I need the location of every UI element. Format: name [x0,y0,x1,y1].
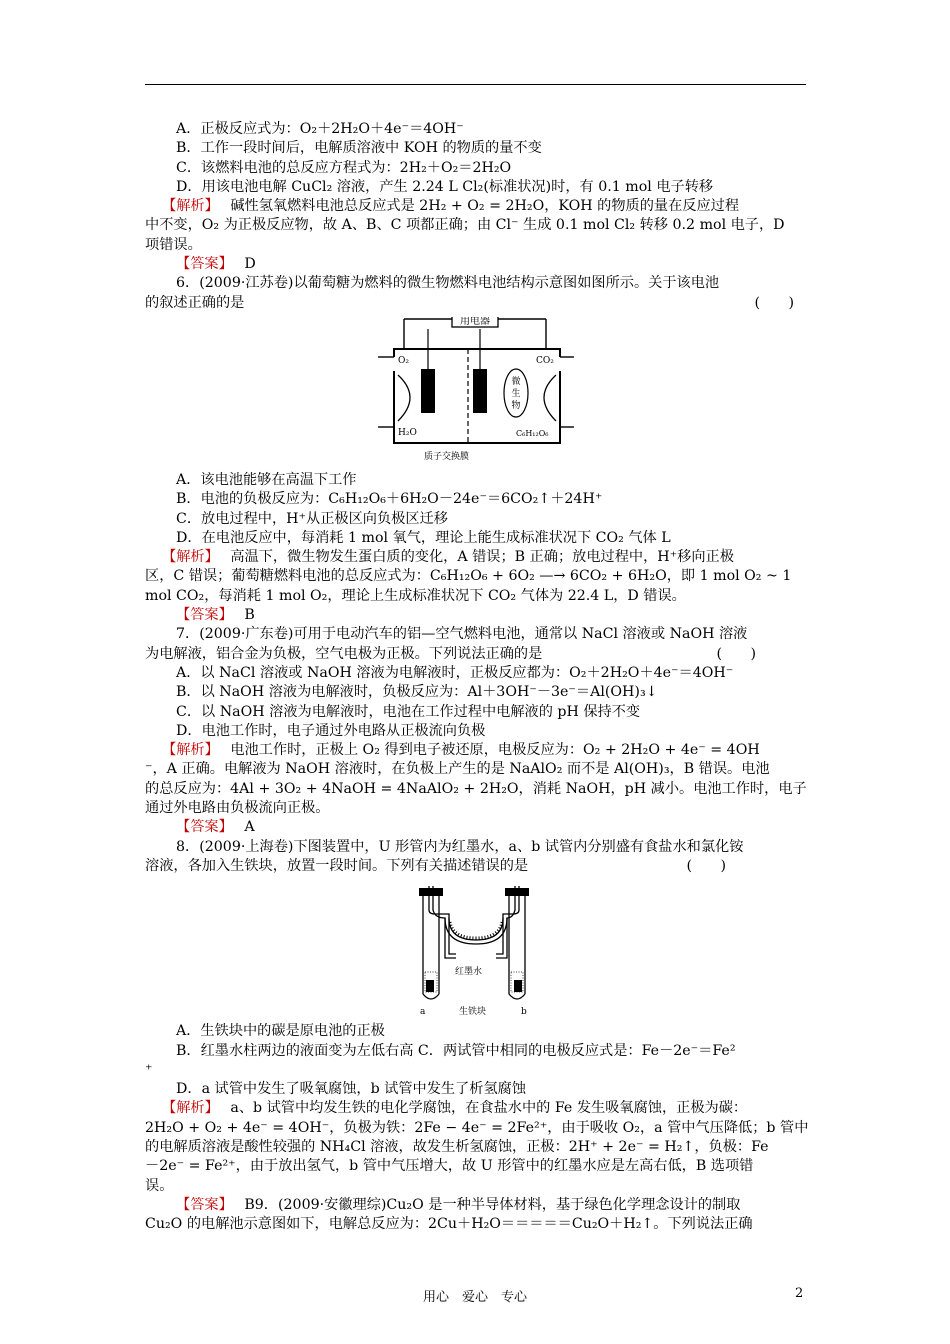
q5-option-c: C．该燃料电池的总反应方程式为：2H₂＋O₂＝2H₂O [176,159,512,176]
q6-answer-value: B [244,607,255,624]
q7-option-a: A．以 NaCl 溶液或 NaOH 溶液为电解液时，正极反应都为：O₂＋2H₂O＋4e⁻＝4OH⁻ [176,664,734,681]
analysis-tag: 【解析】 [162,198,212,215]
q7-option-d: D．电池工作时，电子通过外电路从正极流向负极 [176,722,486,739]
q7-analysis-text: 电池工作时，正极上 O₂ 得到电子被还原，电极反应为：O₂ + 2H₂O + 4e⁻ = 4OH [230,742,760,759]
tube-a-label: a [419,1007,425,1018]
answer-tag: 【答案】 [176,1196,226,1213]
q7-analysis-line2: ⁻，A 正确。电解液为 NaOH 溶液时，在负极上产生的是 NaAlO₂ 而不是 Al(OH)₃，B 错误。电池 [145,761,770,778]
footer-motto: 用心 爱心 专心 [422,1290,527,1305]
q5-option-d: D．用该电池电解 CuCl₂ 溶液，产生 2.24 L Cl₂(标准状况)时，有 0.1 mol 电子转移 [176,178,714,195]
q6-answer-paren: ( ) [754,294,794,311]
header-rule [145,84,806,85]
answer-tag: 【答案】 [176,607,226,624]
q5-analysis-line2: 中不变，O₂ 为正极反应物，故 A、B、C 项都正确；由 Cl⁻ 生成 0.1 mol Cl₂ 转移 0.2 mol 电子，D [145,217,785,234]
q5-option-b: B．工作一段时间后，电解质溶液中 KOH 的物质的量不变 [176,140,542,157]
q7-analysis [145,741,806,760]
q6-answer [145,606,806,625]
u-tube-diagram [411,880,541,1018]
q8-option-a: A．生铁块中的碳是原电池的正极 [176,1023,385,1040]
q6-analysis [145,548,806,567]
q8-option-d: D．a 试管中发生了吸氧腐蚀，b 试管中发生了析氢腐蚀 [176,1081,527,1098]
membrane-label: 质子交换膜 [423,451,469,462]
o2-label: O₂ [397,355,409,366]
microbe-char-1: 微 [510,376,521,387]
q8-answer-paren: ( ) [686,857,726,874]
q6-stem-text: 的叙述正确的是 [145,294,245,311]
q6-option-b: B．电池的负极反应为：C₆H₁₂O₆＋6H₂O－24e⁻＝6CO₂↑＋24H⁺ [176,491,603,508]
q8-stem: 8．(2009·上海卷)下图装置中，U 形管内为红墨水，a、b 试管内分别盛有食盐水和氯化铵 [176,838,744,855]
q6-analysis-line3: mol CO₂，每消耗 1 mol O₂，理论上生成标准状况下 CO₂ 气体为 22.4 L，D 错误。 [145,587,686,604]
page-number: 2 [795,1286,804,1301]
q8-analysis-line2: 2H₂O + O₂ + 4e⁻ = 4OH⁻，负极为铁：2Fe − 4e⁻ = 2Fe²⁺，由于吸收 O₂，a 管中气压降低；b 管中 [145,1119,809,1136]
fuel-cell-diagram [376,317,576,467]
q8-stem-text: 溶液，各加入生铁块，放置一段时间。下列有关描述错误的是 [145,857,529,874]
q7-answer [145,818,806,837]
red-ink-label: 红墨水 [454,967,482,978]
answer-tag: 【答案】 [176,819,226,836]
q6-option-d: D．在电池反应中，每消耗 1 mol 氧气，理论上能生成标准状况下 CO₂ 气体 L [176,529,671,546]
document-body [145,120,809,1234]
q6-stem-line2 [145,294,806,313]
q7-answer-value: A [244,819,255,836]
q7-option-c: C．以 NaOH 溶液为电解液时，电池在工作过程中电解液的 pH 保持不变 [176,703,641,720]
q7-analysis-line4: 通过外电路由负极流向正极。 [145,800,330,817]
q7-answer-paren: ( ) [716,645,756,662]
analysis-tag: 【解析】 [162,1100,212,1117]
q5-analysis-line3: 项错误。 [145,236,202,253]
q6-stem: 6．(2009·江苏卷)以葡萄糖为燃料的微生物燃料电池结构示意图如图所示。关于该电池 [176,275,720,292]
q8-analysis-line4: －2e⁻ = Fe²⁺，由于放出氢气，b 管中气压增大，故 U 形管中的红墨水应是左高右低，B 选项错 [145,1158,754,1175]
q7-analysis-line3: 的总反应为：4Al + 3O₂ + 4NaOH = 4NaAlO₂ + 2H₂O，消耗 NaOH，pH 减小。电池工作时，电子 [145,780,807,797]
q7-stem: 7．(2009·广东卷)可用于电动汽车的铝—空气燃料电池，通常以 NaCl 溶液或 NaOH 溶液 [176,626,748,643]
q8-analysis-line5: 误。 [145,1177,174,1194]
q9-stem-text: B9．(2009·安徽理综)Cu₂O 是一种半导体材料，基于绿色化学理念设计的制取 [244,1196,741,1213]
q8-option-b: B．红墨水柱两边的液面变为左低右高 C．两试管中相同的电极反应式是：Fe－2e⁻＝Fe² [176,1042,736,1059]
q6-analysis-text: 高温下，微生物发生蛋白质的变化，A 错误；B 正确；放电过程中，H⁺移向正极 [230,549,734,566]
q7-stem-text: 为电解液，铝合金为负极，空气电极为正极。下列说法正确的是 [145,645,543,662]
q7-option-b: B．以 NaOH 溶液为电解液时，负极反应为：Al＋3OH⁻－3e⁻＝Al(OH)₃↓ [176,684,658,701]
q8-analysis-text: a、b 试管中均发生铁的电化学腐蚀，在食盐水中的 Fe 发生吸氧腐蚀，正极为碳： [230,1100,748,1117]
microbe-char-2: 生 [510,388,521,399]
q5-answer [145,255,806,274]
iron-label: 生铁块 [458,1007,486,1018]
q6-analysis-line2: 区，C 错误；葡萄糖燃料电池的总反应式为：C₆H₁₂O₆ + 6O₂ —→ 6CO₂ + 6H₂O，即 1 mol O₂ ~ 1 [145,568,792,585]
q8-answer [145,1196,806,1215]
tube-b-label: b [520,1007,527,1018]
glucose-label: C₆H₁₂O₆ [515,428,548,438]
q8-stem-line2 [145,857,806,876]
q8-option-b-cont: ⁺ [145,1061,153,1078]
analysis-tag: 【解析】 [162,549,212,566]
q5-analysis-text: 碱性氢氧燃料电池总反应式是 2H₂ + O₂ = 2H₂O，KOH 的物质的量在反应过程 [230,198,740,215]
q6-option-a: A．该电池能够在高温下工作 [176,471,357,488]
co2-label: CO₂ [535,355,554,366]
q8-analysis [145,1099,806,1118]
q7-stem-line2 [145,645,806,664]
q5-option-a: A．正极反应式为：O₂＋2H₂O＋4e⁻＝4OH⁻ [176,121,464,137]
analysis-tag: 【解析】 [162,742,212,759]
device-label: 用电器 [459,316,490,327]
h2o-label: H₂O [397,427,417,438]
answer-tag: 【答案】 [176,256,226,273]
q5-answer-value: D [244,256,256,273]
q8-analysis-line3: 的电解质溶液是酸性较强的 NH₄Cl 溶液，故发生析氢腐蚀，正极：2H⁺ + 2e⁻ = H₂↑，负极：Fe [145,1138,769,1155]
q5-analysis [145,197,806,216]
microbe-char-3: 物 [510,400,521,411]
q6-option-c: C．放电过程中，H⁺从正极区向负极区迁移 [176,510,448,527]
q9-stem-line2: Cu₂O 的电解池示意图如下，电解总反应为：2Cu＋H₂O＝＝＝＝＝Cu₂O＋H₂↑。下列说法正确 [145,1216,753,1233]
